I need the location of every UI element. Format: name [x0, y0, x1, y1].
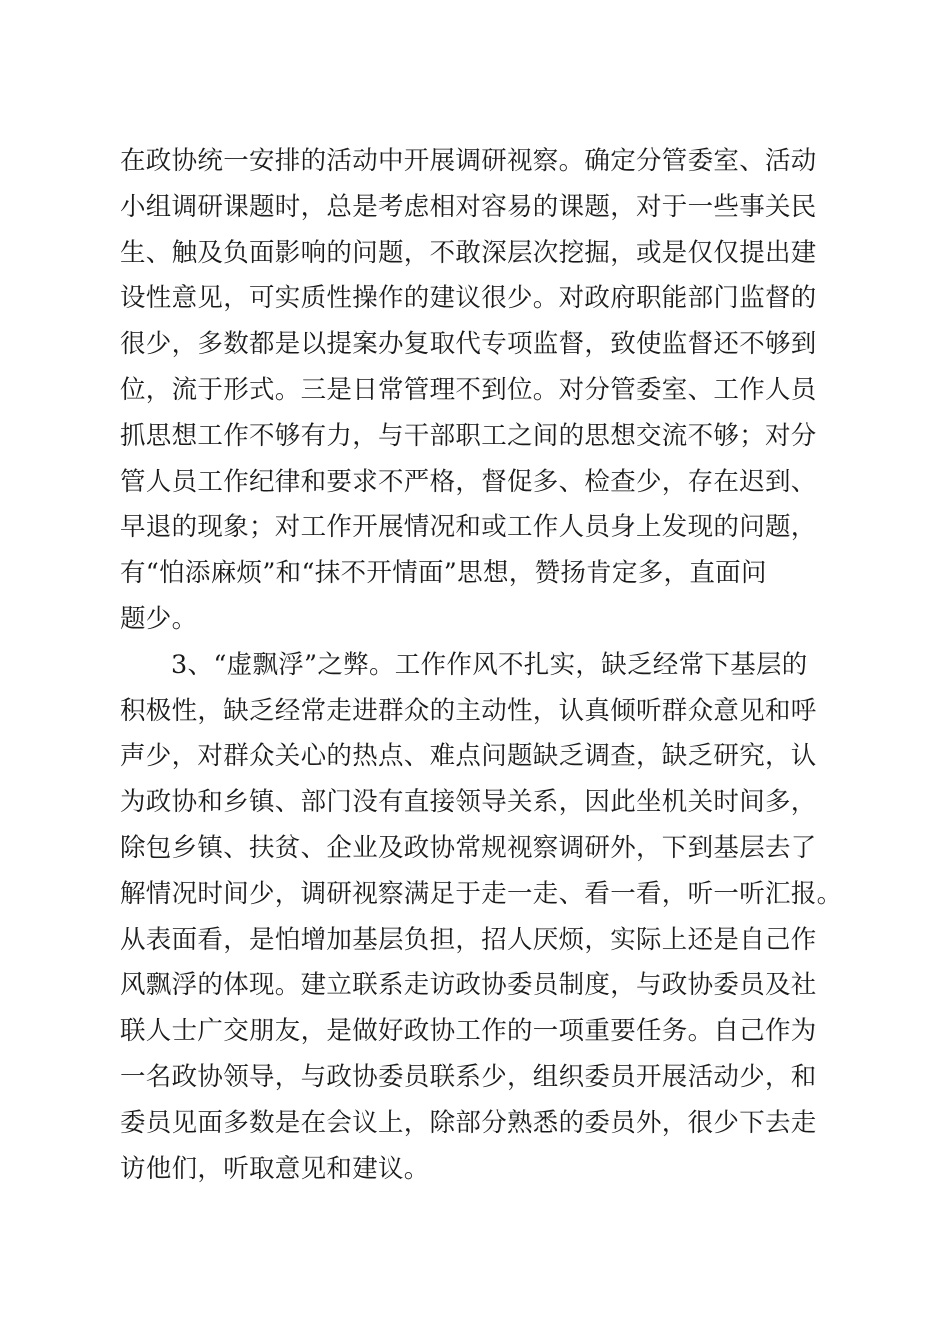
text-line: 管人员工作纪律和要求不严格，督促多、检查少，存在迟到、	[120, 466, 817, 497]
text-line: 3、“虚飘浮”之弊。工作作风不扎实，缺乏经常下基层的	[171, 649, 808, 680]
text-line: 小组调研课题时，总是考虑相对容易的课题，对于一些事关民	[120, 191, 817, 222]
text-line: 委员见面多数是在会议上，除部分熟悉的委员外，很少下去走	[120, 1107, 817, 1138]
text-line: 早退的现象；对工作开展情况和或工作人员身上发现的问题，	[120, 512, 817, 543]
text-line: 有“怕添麻烦”和“抹不开情面”思想，赞扬肯定多，直面问	[120, 558, 767, 589]
text-line: 为政协和乡镇、部门没有直接领导关系，因此坐机关时间多，	[120, 787, 817, 818]
text-line: 题少。	[120, 603, 198, 634]
text-line: 很少，多数都是以提案办复取代专项监督，致使监督还不够到	[120, 329, 817, 360]
text-line: 联人士广交朋友，是做好政协工作的一项重要任务。自己作为	[120, 1016, 817, 1047]
text-line: 风飘浮的体现。建立联系走访政协委员制度，与政协委员及社	[120, 970, 817, 1001]
paragraph-2	[120, 643, 843, 1193]
text-line: 积极性，缺乏经常走进群众的主动性，认真倾听群众意见和呼	[120, 695, 817, 726]
text-line: 声少，对群众关心的热点、难点问题缺乏调查，缺乏研究，认	[120, 741, 817, 772]
text-line: 除包乡镇、扶贫、企业及政协常规视察调研外，下到基层去了	[120, 832, 817, 863]
text-line: 位，流于形式。三是日常管理不到位。对分管委室、工作人员	[120, 374, 817, 405]
text-line: 抓思想工作不够有力，与干部职工之间的思想交流不够；对分	[120, 420, 817, 451]
text-line: 生、触及负面影响的问题，不敢深层次挖掘，或是仅仅提出建	[120, 237, 817, 268]
text-line: 在政协统一安排的活动中开展调研视察。确定分管委室、活动	[120, 146, 817, 176]
text-line: 设性意见，可实质性操作的建议很少。对政府职能部门监督的	[120, 283, 817, 314]
text-line: 一名政协领导，与政协委员联系少，组织委员开展活动少，和	[120, 1061, 817, 1092]
document-body	[120, 139, 843, 1192]
text-line: 解情况时间少，调研视察满足于走一走、看一看，听一听汇报。	[120, 878, 843, 909]
text-line: 从表面看，是怕增加基层负担，招人厌烦，实际上还是自己作	[120, 924, 817, 955]
text-line: 访他们，听取意见和建议。	[120, 1153, 430, 1184]
paragraph-1	[120, 139, 840, 643]
